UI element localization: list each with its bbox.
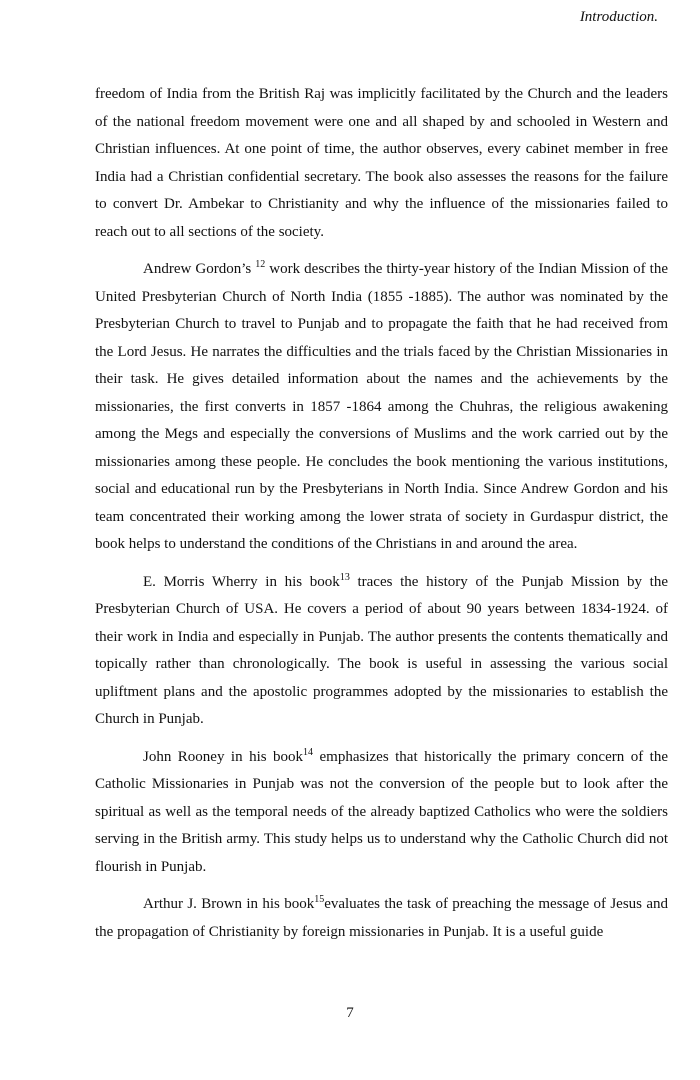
paragraph-morris-wherry — [95, 569, 668, 734]
paragraph-text-rest: traces the history of the Punjab Mission by the Presbyterian Church of USA. He covers a period of about 90 years between 1834-1924. of their work in India and especially in Punjab. The author presents the contents thematically and topically rather than chronologically. The book is useful in assessing the various social upliftment plans and the apostolic programmes adopted by the missionaries to establish the Church in Punjab. — [95, 573, 668, 727]
footnote-ref-14[interactable]: 14 — [303, 746, 314, 758]
paragraph-continuation — [95, 81, 668, 246]
footnote-ref-15[interactable]: 15 — [314, 894, 325, 905]
paragraph-arthur-brown — [95, 891, 668, 946]
paragraph-text-rest: evaluates the task of preaching the message of Jesus and the propagation of Christianity by foreign missionaries in Punjab. It is a useful guide — [95, 896, 668, 940]
paragraph-text-lead: Arthur J. Brown in his book — [143, 896, 315, 912]
footnote-ref-12[interactable]: 12 — [255, 259, 266, 270]
footnote-ref-13[interactable]: 13 — [339, 571, 350, 583]
page-number: 7 — [346, 1005, 354, 1021]
paragraph-text-lead: John Rooney in his book — [143, 748, 304, 765]
body-text — [95, 81, 668, 956]
paragraph-text-lead: E. Morris Wherry in his book — [143, 573, 340, 590]
paragraph-text-lead: Andrew Gordon’s — [143, 261, 256, 277]
paragraph-text-rest: work describes the thirty-year history of the Indian Mission of the United Presbyterian Church of North India (1855 -1885). The author was nominated by the Presbyterian Church to travel to Punjab and to propagate the faith that he had received from the Lord Jesus. He narrates the difficulties and the trials faced by the Christian Missionaries in their task. He gives detailed information about the names and the achievements by the missionaries, the first converts in 1857 -1864 among the Chuhras, the religious awakening among the Megs and especially the conversions of Muslims and the work carried out by the missionaries among these people. He concludes the book mentioning the various institutions, social and educational run by the Presbyterians in North India. Since Andrew Gordon and his team concentrated their working among the lower strata of society in Gurdaspur district, the book helps to understand the conditions of the Christians in and around the area. — [95, 261, 668, 552]
paragraph-andrew-gordon — [95, 256, 668, 559]
paragraph-text: freedom of India from the British Raj was implicitly facilitated by the Church and the leaders of the national freedom movement were one and all shaped by and schooled in Western and Christian influences. At one point of time, the author observes, every cabinet member in free India had a Christian confidential secretary. The book also assesses the reasons for the failure to convert Dr. Ambekar to Christianity and why the influence of the missionaries failed to reach out to all sections of the society. — [95, 86, 668, 240]
running-header: Introduction. — [579, 9, 658, 25]
paragraph-text-rest: emphasizes that historically the primary concern of the Catholic Missionaries in Punjab was not the conversion of the people but to look after the spiritual as well as the temporal needs of the already baptized Catholics who were the soldiers serving in the British army. This study helps us to understand why the Catholic Church did not flourish in Punjab. — [95, 748, 668, 875]
paragraph-john-rooney — [95, 744, 668, 882]
